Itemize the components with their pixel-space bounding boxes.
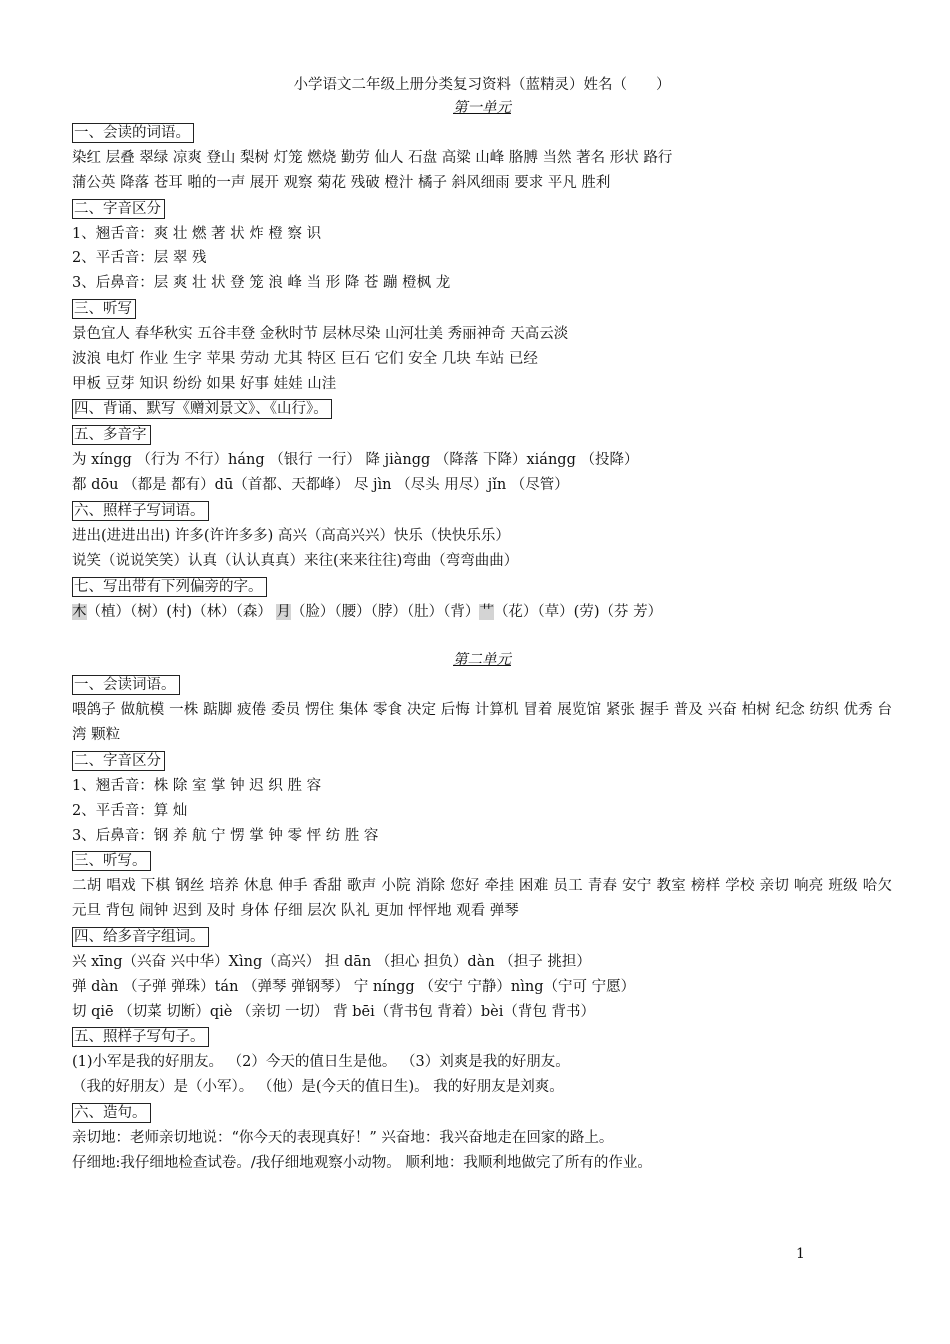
radical-moon-chars: （脸）（腰）（脖）（肚）（背） — [290, 603, 480, 620]
u1-sec3-line: 波浪 电灯 作业 生字 苹果 劳动 尤其 特区 巨石 它们 安全 几块 车站 已经 — [72, 350, 538, 367]
u2-sec6-title: 六、造句。 — [72, 1103, 151, 1123]
u2-sec4-line: 切 qiē （切菜 切断）qiè （亲切 一切） 背 bēi（背书包 背着）bèi（背包 背书） — [72, 1003, 595, 1020]
u1-sec3-line: 甲板 豆芽 知识 纷纷 如果 好事 娃娃 山洼 — [72, 375, 337, 392]
u2-sec6-line: 仔细地:我仔细地检查试卷。/我仔细地观察小动物。 顺利地：我顺利地做完了所有的作业。 — [72, 1154, 652, 1171]
document-title: 小学语文二年级上册分类复习资料（蓝精灵）姓名（ ） — [293, 77, 671, 93]
radical-moon: 月 — [276, 603, 291, 620]
u1-sec3-title: 三、听写 — [72, 299, 136, 319]
u1-sec6-title: 六、照样子写词语。 — [72, 501, 209, 521]
document-page — [72, 74, 892, 1176]
unit2-heading-text: 第二单元 — [453, 652, 511, 669]
u2-sec5-title: 五、照样子写句子。 — [72, 1027, 209, 1047]
u1-sec5-title: 五、多音字 — [72, 425, 151, 445]
u1-sec5-line: 都 dōu （都是 都有）dū（首都、天都峰） 尽 jìn （尽头 用尽）jǐn （尽管） — [72, 477, 569, 494]
u1-sec2-line: 3、后鼻音：层 爽 壮 状 登 笼 浪 峰 当 形 降 苍 蹦 橙枫 龙 — [72, 275, 451, 292]
u2-sec4-line: 弹 dàn （子弹 弹珠）tán （弹琴 弹钢琴） 宁 níngg （安宁 宁静）nìng（宁可 宁愿） — [72, 978, 636, 995]
u1-sec2-title: 二、字音区分 — [72, 199, 165, 219]
u2-sec3-text: 二胡 唱戏 下棋 钢丝 培养 休息 伸手 香甜 歌声 小院 消除 您好 牵挂 困难 员工 青春 安宁 教室 榜样 学校 亲切 响亮 班级 哈欠 元旦 背包 闹钟 迟到 及时 身体 仔细 层次 队礼 更加 怦怦地 观看 弹琴 — [72, 878, 892, 920]
unit1-heading-text: 第一单元 — [453, 100, 511, 116]
u1-sec7-title: 七、写出带有下列偏旁的字。 — [72, 577, 267, 597]
u1-sec3-line: 景色宜人 春华秋实 五谷丰登 金秋时节 层林尽染 山河壮美 秀丽神奇 天高云淡 — [72, 325, 569, 342]
page-number: 1 — [796, 1246, 805, 1262]
u2-sec1-title: 一、会读词语。 — [72, 675, 180, 695]
u2-sec2-line: 1、翘舌音：株 除 室 掌 钟 迟 织 胜 容 — [72, 777, 322, 794]
u1-sec6-line: 进出(进进出出) 许多(许许多多) 高兴（高高兴兴）快乐（快快乐乐） — [72, 527, 510, 544]
u2-sec4-title: 四、给多音字组词。 — [72, 927, 209, 947]
u2-sec1-text: 喂鸽子 做航模 一株 踮脚 疲倦 委员 愣住 集体 零食 决定 后悔 计算机 冒着 展览馆 紧张 握手 普及 兴奋 柏树 纪念 纺织 优秀 台湾 颗粒 — [72, 702, 892, 744]
radical-wood-chars: （植）（树）(村)（林）（森） — [86, 603, 272, 620]
u1-sec2-line: 1、翘舌音：爽 壮 燃 著 状 炸 橙 察 识 — [72, 225, 322, 242]
u2-sec2-title: 二、字音区分 — [72, 751, 165, 771]
u2-sec5-line: (1)小军是我的好朋友。 （2）今天的值日生是他。 （3）刘爽是我的好朋友。 — [72, 1054, 570, 1071]
u1-sec1-line: 染红 层叠 翠绿 凉爽 登山 梨树 灯笼 燃烧 勤劳 仙人 石盘 高粱 山峰 胳膊 当然 著名 形状 路行 — [72, 150, 673, 166]
unit2-heading — [72, 648, 892, 672]
u1-sec1-line: 蒲公英 降落 苍耳 啪的一声 展开 观察 菊花 残破 橙汁 橘子 斜风细雨 要求 平凡 胜利 — [72, 174, 611, 191]
unit1-heading — [72, 96, 892, 120]
radical-grass-chars: （花）（草）(劳)（芬 芳） — [493, 603, 663, 620]
u2-sec5-line: （我的好朋友）是（小军）。 （他）是(今天的值日生)。 我的好朋友是刘爽。 — [72, 1079, 564, 1096]
u1-sec6-line: 说笑（说说笑笑）认真（认认真真）来往(来来往往)弯曲（弯弯曲曲） — [72, 552, 519, 569]
u2-sec3-title: 三、听写。 — [72, 851, 151, 871]
u1-sec4-title: 四、背诵、默写《赠刘景文》、《山行》。 — [72, 399, 332, 419]
u1-sec7-line — [72, 600, 892, 625]
radical-grass: 艹 — [479, 603, 494, 620]
u2-sec4-line: 兴 xīng（兴奋 兴中华）Xìng（高兴） 担 dān （担心 担负）dàn （担子 挑担） — [72, 953, 591, 970]
u1-sec5-line: 为 xíngg （行为 不行）háng （银行 一行） 降 jiàngg （降落 下降）xiángg （投降） — [72, 452, 639, 469]
u1-sec1-title: 一、会读的词语。 — [72, 123, 194, 143]
radical-wood: 木 — [72, 603, 87, 620]
u1-sec2-line: 2、平舌音：层 翠 残 — [72, 250, 207, 267]
u2-sec2-line: 2、平舌音：算 灿 — [72, 802, 188, 819]
u2-sec6-line: 亲切地：老师亲切地说：“你今天的表现真好！” 兴奋地：我兴奋地走在回家的路上。 — [72, 1129, 614, 1146]
u2-sec2-line: 3、后鼻音：钢 养 航 宁 愣 掌 钟 零 怦 纺 胜 容 — [72, 827, 379, 844]
